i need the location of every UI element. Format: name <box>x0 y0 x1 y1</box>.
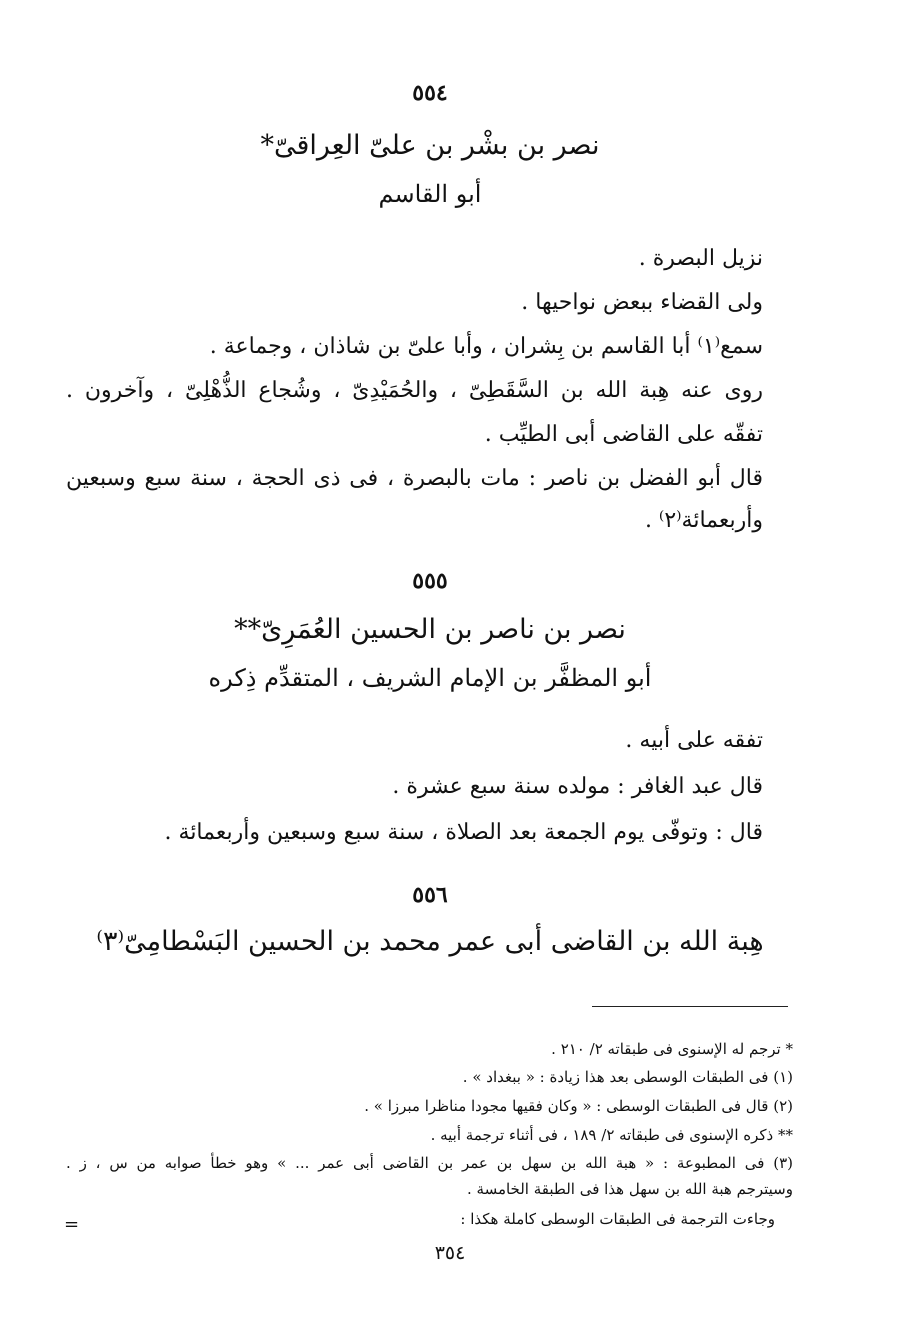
footnote: (١) فى الطبقات الوسطى بعد هذا زيادة : « ببغداد » . <box>462 1068 793 1086</box>
entry-name: هِبة الله بن القاضى أبى عمر محمد بن الحسين البَسْطامِىّ⁽٣⁾ <box>96 926 764 957</box>
body-line: نزيل البصرة . <box>638 246 763 271</box>
entry-kunya: أبو المظفَّر بن الإمام الشريف ، المتقدِّم ذِكره <box>208 664 652 692</box>
entry-kunya: أبو القاسم <box>378 180 482 208</box>
footnote: وسيترجم هبة الله بن سهل هذا فى الطبقة الخامسة . <box>466 1180 793 1198</box>
entry-number: ٥٥٦ <box>412 882 448 908</box>
footnote: (٢) قال فى الطبقات الوسطى : « وكان فقيها مجودا مناظرا مبرزا » . <box>364 1097 793 1115</box>
page-number: ٣٥٤ <box>434 1242 466 1264</box>
body-line: ولى القضاء ببعض نواحيها . <box>521 290 763 315</box>
body-line: قال عبد الغافر : مولده سنة سبع عشرة . <box>392 774 763 799</box>
body-line: وأربعمائة⁽٢⁾ . <box>644 508 763 533</box>
body-line: روى عنه هِبة الله بن السَّقَطِىّ ، والحُمَيْدِىّ ، وشُجاع الذُّهْلِىّ ، وآخرون . <box>66 378 763 403</box>
body-line: سمع⁽١⁾ أبا القاسم بن بِشران ، وأبا علىّ بن شاذان ، وجماعة . <box>209 334 763 359</box>
body-line: تفقه على أبيه . <box>625 728 763 753</box>
body-line: تفقّه على القاضى أبى الطيِّب . <box>484 422 763 447</box>
continuation-mark: = <box>64 1214 80 1235</box>
footnote: (٣) فى المطبوعة : « هبة الله بن سهل بن عمر بن القاضى أبى عمر ... » وهو خطأ صوابه من س ، ز . <box>66 1154 793 1172</box>
body-line: قال أبو الفضل بن ناصر : مات بالبصرة ، فى ذى الحجة ، سنة سبع وسبعين <box>66 466 763 491</box>
entry-number: ٥٥٤ <box>412 80 448 106</box>
footnote: * ترجم له الإسنوى فى طبقاته ٢/ ٢١٠ . <box>551 1040 793 1058</box>
entry-number: ٥٥٥ <box>412 568 448 594</box>
footnote: وجاءت الترجمة فى الطبقات الوسطى كاملة هكذا : <box>460 1210 775 1228</box>
footnote-separator <box>592 1006 788 1007</box>
footnote: ** ذكره الإسنوى فى طبقاته ٢/ ١٨٩ ، فى أثناء ترجمة أبيه . <box>430 1126 793 1144</box>
entry-name: نصر بن ناصر بن الحسين العُمَرِىّ** <box>234 614 626 645</box>
body-line: قال : وتوفّى يوم الجمعة بعد الصلاة ، سنة سبع وسبعين وأربعمائة . <box>164 820 763 845</box>
entry-name: نصر بن بشْر بن علىّ العِراقىّ* <box>260 130 600 161</box>
